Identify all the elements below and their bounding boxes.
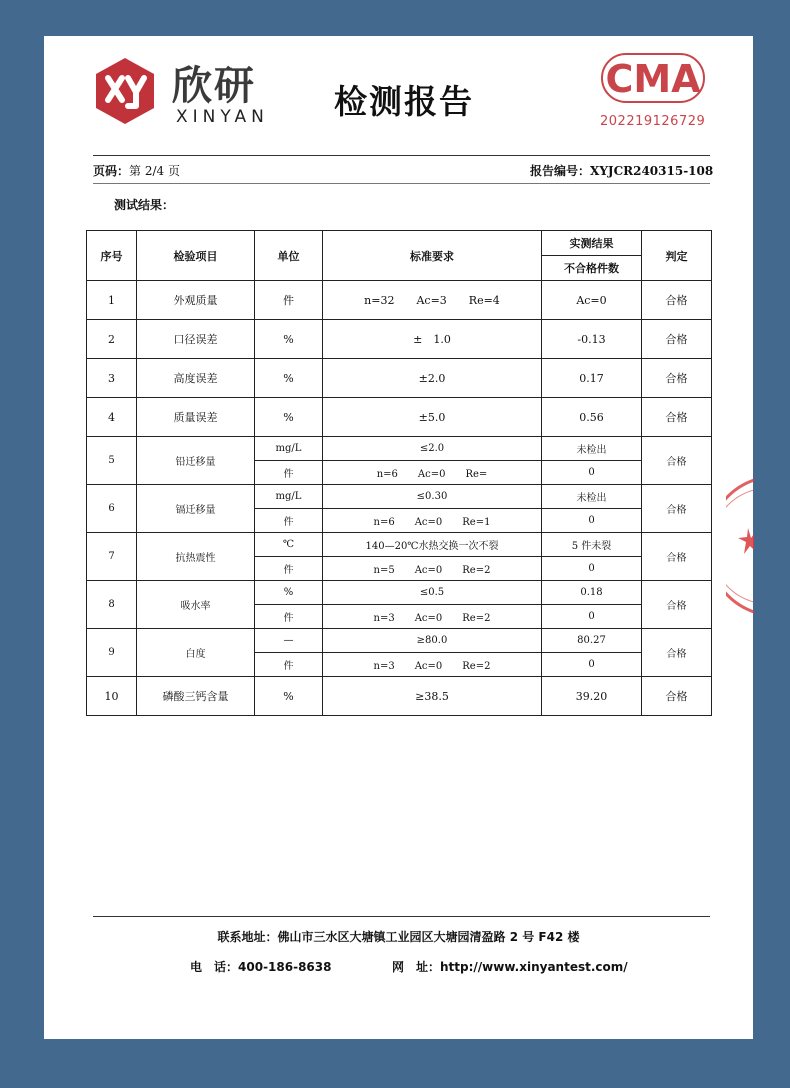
cell-no: 6 (87, 485, 137, 533)
xinyan-logo-icon (94, 56, 156, 126)
cell-no: 2 (87, 320, 137, 359)
cell-item: 吸水率 (137, 581, 255, 629)
cell-no: 1 (87, 281, 137, 320)
footer-phone-label: 电 话： (190, 960, 239, 974)
cell-unit: % (255, 398, 323, 437)
cell-item: 质量误差 (137, 398, 255, 437)
header-no: 序号 (87, 231, 137, 281)
table-row (87, 320, 712, 359)
cell-no: 7 (87, 533, 137, 581)
footer-phone (190, 958, 331, 975)
cell-judge: 合格 (642, 398, 712, 437)
header-result: 实测结果 (542, 231, 642, 256)
cell-standard: ±2.0 (323, 359, 542, 398)
cell-unit: 件 (255, 653, 323, 677)
header-unit: 单位 (255, 231, 323, 281)
cell-unit: mg/L (255, 437, 323, 461)
cell-standard: n=5 Ac=0 Re=2 (323, 557, 542, 581)
cell-judge: 合格 (642, 677, 712, 716)
cell-unit: mg/L (255, 485, 323, 509)
cell-result: 0.18 (542, 581, 642, 605)
header-judge: 判定 (642, 231, 712, 281)
cell-unit: 件 (255, 557, 323, 581)
cell-result: 5 件未裂 (542, 533, 642, 557)
cell-unit: 件 (255, 461, 323, 485)
cell-result: 80.27 (542, 629, 642, 653)
cell-standard: ≤2.0 (323, 437, 542, 461)
cell-item: 口径误差 (137, 320, 255, 359)
section-label: 测试结果： (114, 198, 175, 212)
cell-unit: ℃ (255, 533, 323, 557)
cell-result: 未检出 (542, 437, 642, 461)
table-row (87, 398, 712, 437)
cell-unit: — (255, 629, 323, 653)
cell-no: 9 (87, 629, 137, 677)
cell-no: 4 (87, 398, 137, 437)
cell-result: 0 (542, 653, 642, 677)
cma-number: 202219126729 (600, 114, 706, 129)
footer-web-link[interactable]: http://www.xinyantest.com/ (440, 960, 628, 974)
cell-item: 磷酸三钙含量 (137, 677, 255, 716)
footer-address: 联系地址：佛山市三水区大塘镇工业园区大塘园清盈路 2 号 F42 楼 (217, 930, 580, 944)
footer-website (392, 958, 628, 975)
cell-standard: ±5.0 (323, 398, 542, 437)
cell-standard: ≥80.0 (323, 629, 542, 653)
cell-judge: 合格 (642, 281, 712, 320)
footer-web-label: 网 址： (392, 960, 441, 974)
cma-logo-icon (600, 52, 706, 104)
table-row (87, 281, 712, 320)
cell-standard: n=32 Ac=3 Re=4 (323, 281, 542, 320)
report-title: 检测报告 (334, 82, 474, 121)
cell-result: 0 (542, 605, 642, 629)
report-number-value: XYJCR240315-108 (590, 164, 714, 178)
cell-standard: ≥38.5 (323, 677, 542, 716)
footer-rule (93, 916, 710, 917)
table-row (87, 533, 712, 557)
cell-unit: % (255, 581, 323, 605)
page-number-label: 页码： (93, 164, 130, 178)
header-result-sub: 不合格件数 (542, 256, 642, 281)
table-row (87, 359, 712, 398)
cell-result: 0 (542, 557, 642, 581)
cell-unit: 件 (255, 509, 323, 533)
cell-item: 抗热震性 (137, 533, 255, 581)
cell-no: 5 (87, 437, 137, 485)
header-item: 检验项目 (137, 231, 255, 281)
cell-standard: n=3 Ac=0 Re=2 (323, 605, 542, 629)
cell-judge: 合格 (642, 320, 712, 359)
page-number (93, 162, 180, 179)
cell-item: 高度误差 (137, 359, 255, 398)
report-page (44, 36, 753, 1039)
cell-item: 白度 (137, 629, 255, 677)
cell-judge: 合格 (642, 485, 712, 533)
cell-unit: 件 (255, 281, 323, 320)
cell-standard: ± 1.0 (323, 320, 542, 359)
cma-text: CMA (605, 57, 701, 101)
cell-judge: 合格 (642, 437, 712, 485)
table-row (87, 629, 712, 653)
results-table (86, 230, 712, 716)
cell-judge: 合格 (642, 629, 712, 677)
cell-unit: % (255, 359, 323, 398)
cell-no: 8 (87, 581, 137, 629)
partial-seal-stamp-icon (726, 476, 754, 616)
cell-result: 0.17 (542, 359, 642, 398)
cell-result: Ac=0 (542, 281, 642, 320)
cell-no: 10 (87, 677, 137, 716)
logo-english-name: XINYAN (176, 107, 269, 127)
report-number-label: 报告编号： (530, 164, 591, 178)
cell-judge: 合格 (642, 533, 712, 581)
cell-standard: n=6 Ac=0 Re= (323, 461, 542, 485)
cell-item: 镉迁移量 (137, 485, 255, 533)
cell-unit: % (255, 320, 323, 359)
header-standard: 标准要求 (323, 231, 542, 281)
cell-result: 未检出 (542, 485, 642, 509)
cell-result: 39.20 (542, 677, 642, 716)
cell-standard: 140—20℃水热交换一次不裂 (323, 533, 542, 557)
meta-rule (93, 183, 710, 184)
cell-standard: n=3 Ac=0 Re=2 (323, 653, 542, 677)
footer-phone-value: 400-186-8638 (238, 960, 332, 974)
table-row (87, 437, 712, 461)
cell-item: 铅迁移量 (137, 437, 255, 485)
report-number (530, 162, 713, 179)
header-rule (93, 155, 710, 156)
cell-unit: % (255, 677, 323, 716)
table-row (87, 485, 712, 509)
cell-standard: ≤0.5 (323, 581, 542, 605)
cell-result: 0.56 (542, 398, 642, 437)
cell-standard: n=6 Ac=0 Re=1 (323, 509, 542, 533)
cell-result: 0 (542, 509, 642, 533)
cell-no: 3 (87, 359, 137, 398)
cell-item: 外观质量 (137, 281, 255, 320)
table-row (87, 677, 712, 716)
cell-judge: 合格 (642, 359, 712, 398)
cell-unit: 件 (255, 605, 323, 629)
page-number-value: 第 2/4 页 (129, 164, 180, 178)
table-row (87, 581, 712, 605)
cell-judge: 合格 (642, 581, 712, 629)
cell-result: 0 (542, 461, 642, 485)
cell-standard: ≤0.30 (323, 485, 542, 509)
logo-chinese-name: 欣研 (172, 63, 256, 109)
cell-result: -0.13 (542, 320, 642, 359)
